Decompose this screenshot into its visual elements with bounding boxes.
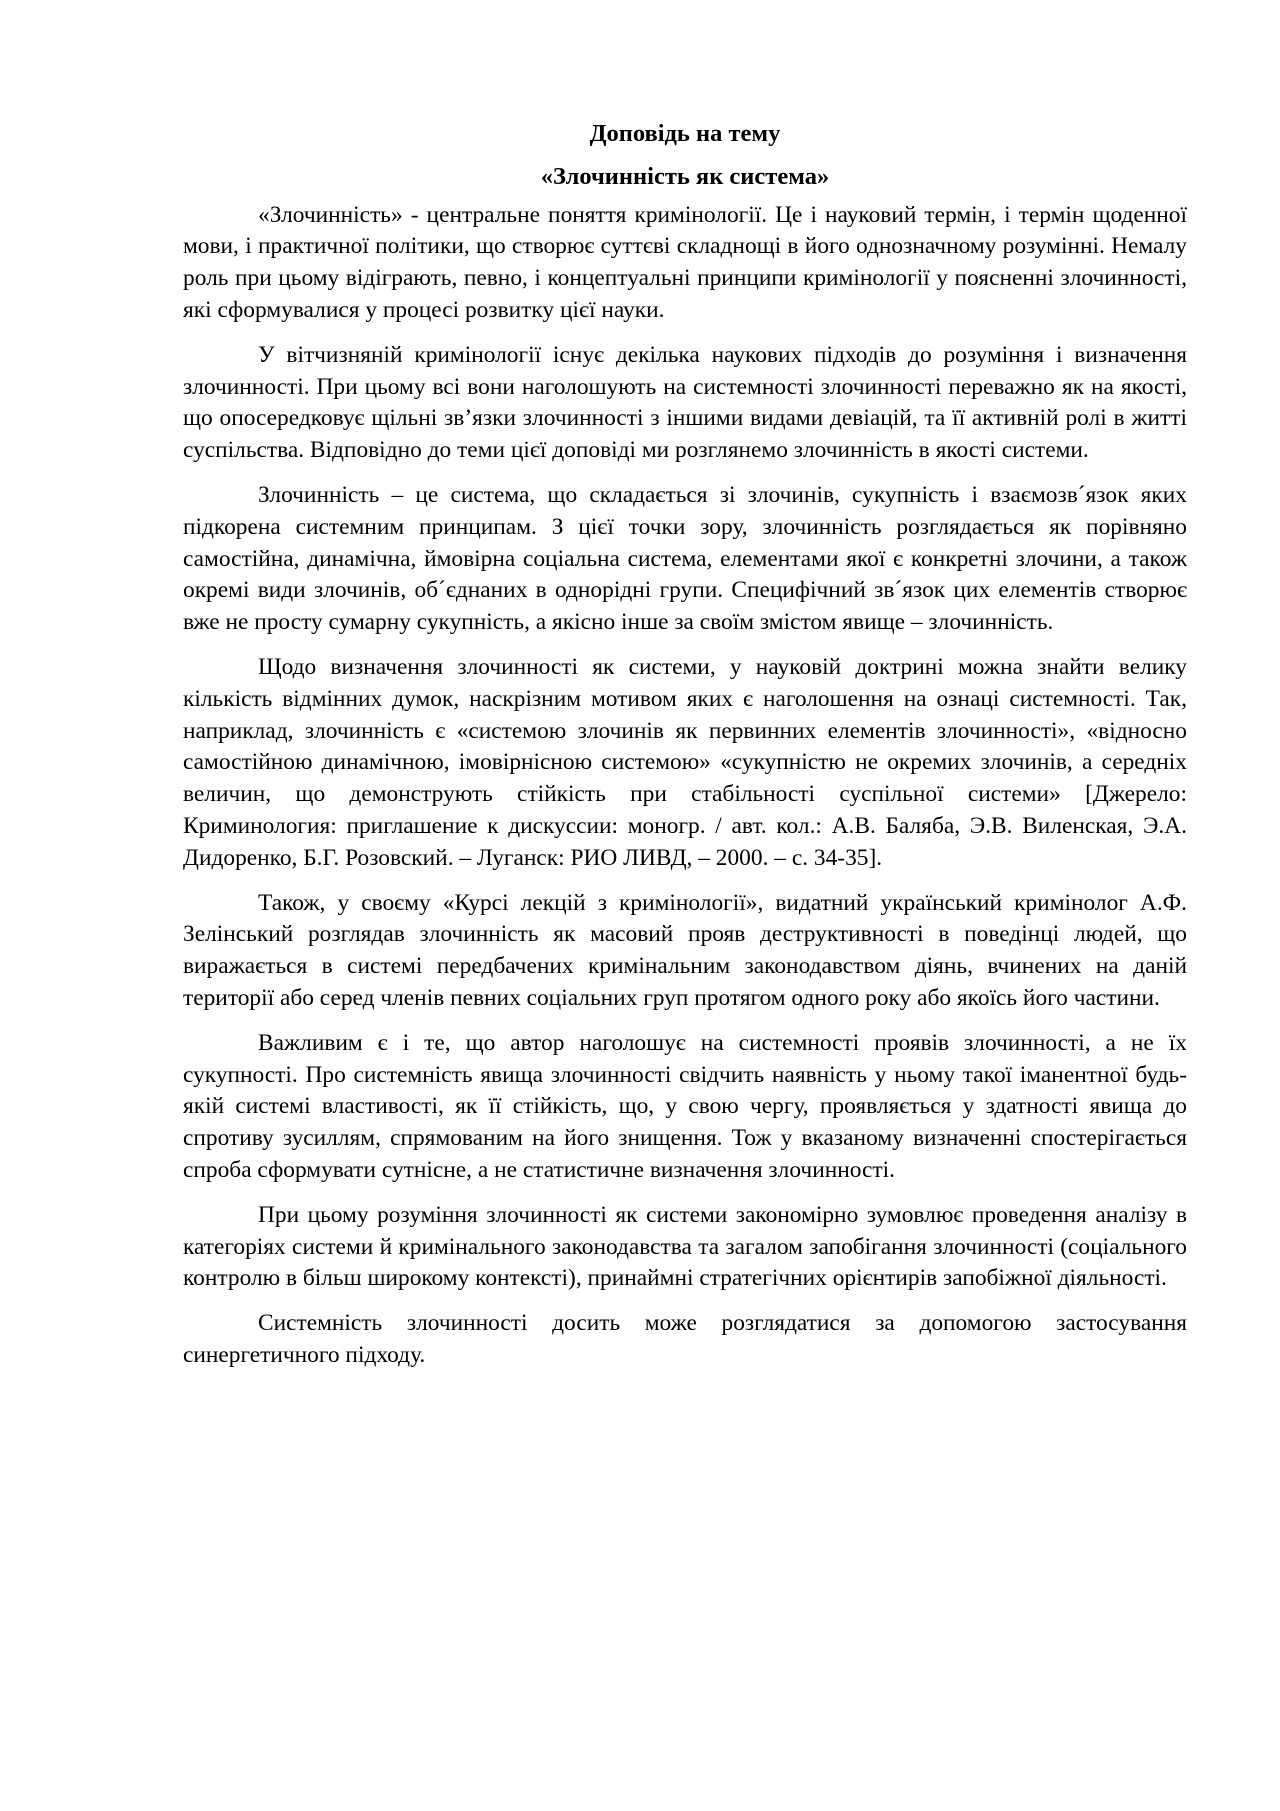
document-subtitle: «Злочинність як система»: [540, 162, 830, 190]
paragraph-3: Злочинність – це система, що складається зі злочинів, сукупність і взаємозв´язок яких підкорена системним принципам. З цієї точки зору, злочинність розглядається як порівняно самостійна, динамічна, ймовірна соціальна система, елементами якої є конкретні злочини, а також окремі види злочинів, об´єднаних в однорідні групи. Специфічний зв´язок цих елементів створює вже не просту сумарну сукупність, а якісно інше за своїм змістом явище – злочинність.: [183, 481, 1187, 636]
paragraph-1: «Злочинність» - центральне поняття кримінології. Це і науковий термін, і термін щоденної мови, і практичної політики, що створює суттєві складнощі в його однозначному розумінні. Немалу роль при цьому відіграють, певно, і концептуальні принципи кримінології у поясненні злочинності, які сформувалися у процесі розвитку цієї науки.: [183, 201, 1187, 323]
paragraph-6: Важливим є і те, що автор наголошує на системності проявів злочинності, а не їх сукупності. Про системність явища злочинності свідчить наявність у ньому такої іманентної будь-якій системі властивості, як її стійкість, що, у свою чергу, проявляється у здатності явища до спротиву зусиллям, спрямованим на його знищення. Тож у вказаному визначенні спостерігається спроба сформувати сутнісне, а не статистичне визначення злочинності.: [183, 1029, 1187, 1183]
paragraph-5: Також, у своєму «Курсі лекцій з кримінології», видатний український кримінолог А.Ф. Зелінський розглядав злочинність як масовий прояв деструктивності в поведінці людей, що виражається в системі передбачених кримінальним законодавством діянь, вчинених на даній території або серед членів певних соціальних груп протягом одного року або якоїсь його частини.: [183, 889, 1187, 1011]
paragraph-8: Системність злочинності досить може розглядатися за допомогою застосування синергетичного підходу.: [183, 1310, 1187, 1368]
document-title: Доповідь на тему: [589, 120, 781, 147]
paragraph-4: Щодо визначення злочинності як системи, у науковій доктрині можна знайти велику кількість відмінних думок, наскрізним мотивом яких є наголошення на ознаці системності. Так, наприклад, злочинність є «системою злочинів як первинних елементів злочинності», «відносно самостійною динамічною, імовірнісною системою» «сукупністю не окремих злочинів, а середніх величин, що демонструють стійкість при стабільності суспільної системи» [Джерело: Криминология: приглашение к дискуссии: моногр. / авт. кол.: А.В. Баляба, Э.В. Виленская, Э.А. Дидоренко, Б.Г. Розовский. – Луганск: РИО ЛИВД, – 2000. – с. 34-35].: [183, 653, 1187, 871]
document-body: [183, 118, 1187, 1385]
paragraph-7: При цьому розуміння злочинності як системи закономірно зумовлює проведення аналізу в категоріях системи й кримінального законодавства та загалом запобігання злочинності (соціального контролю в більш широкому контексті), принаймні стратегічних орієнтирів запобіжної діяльності.: [183, 1201, 1187, 1292]
paragraph-2: У вітчизняній кримінології існує декілька наукових підходів до розуміння і визначення злочинності. При цьому всі вони наголошують на системності злочинності переважно як на якості, що опосередковує щільні зв’язки злочинності з іншими видами девіацій, та її активній ролі в житті суспільства. Відповідно до теми цієї доповіді ми розглянемо злочинність в якості системи.: [183, 341, 1187, 464]
